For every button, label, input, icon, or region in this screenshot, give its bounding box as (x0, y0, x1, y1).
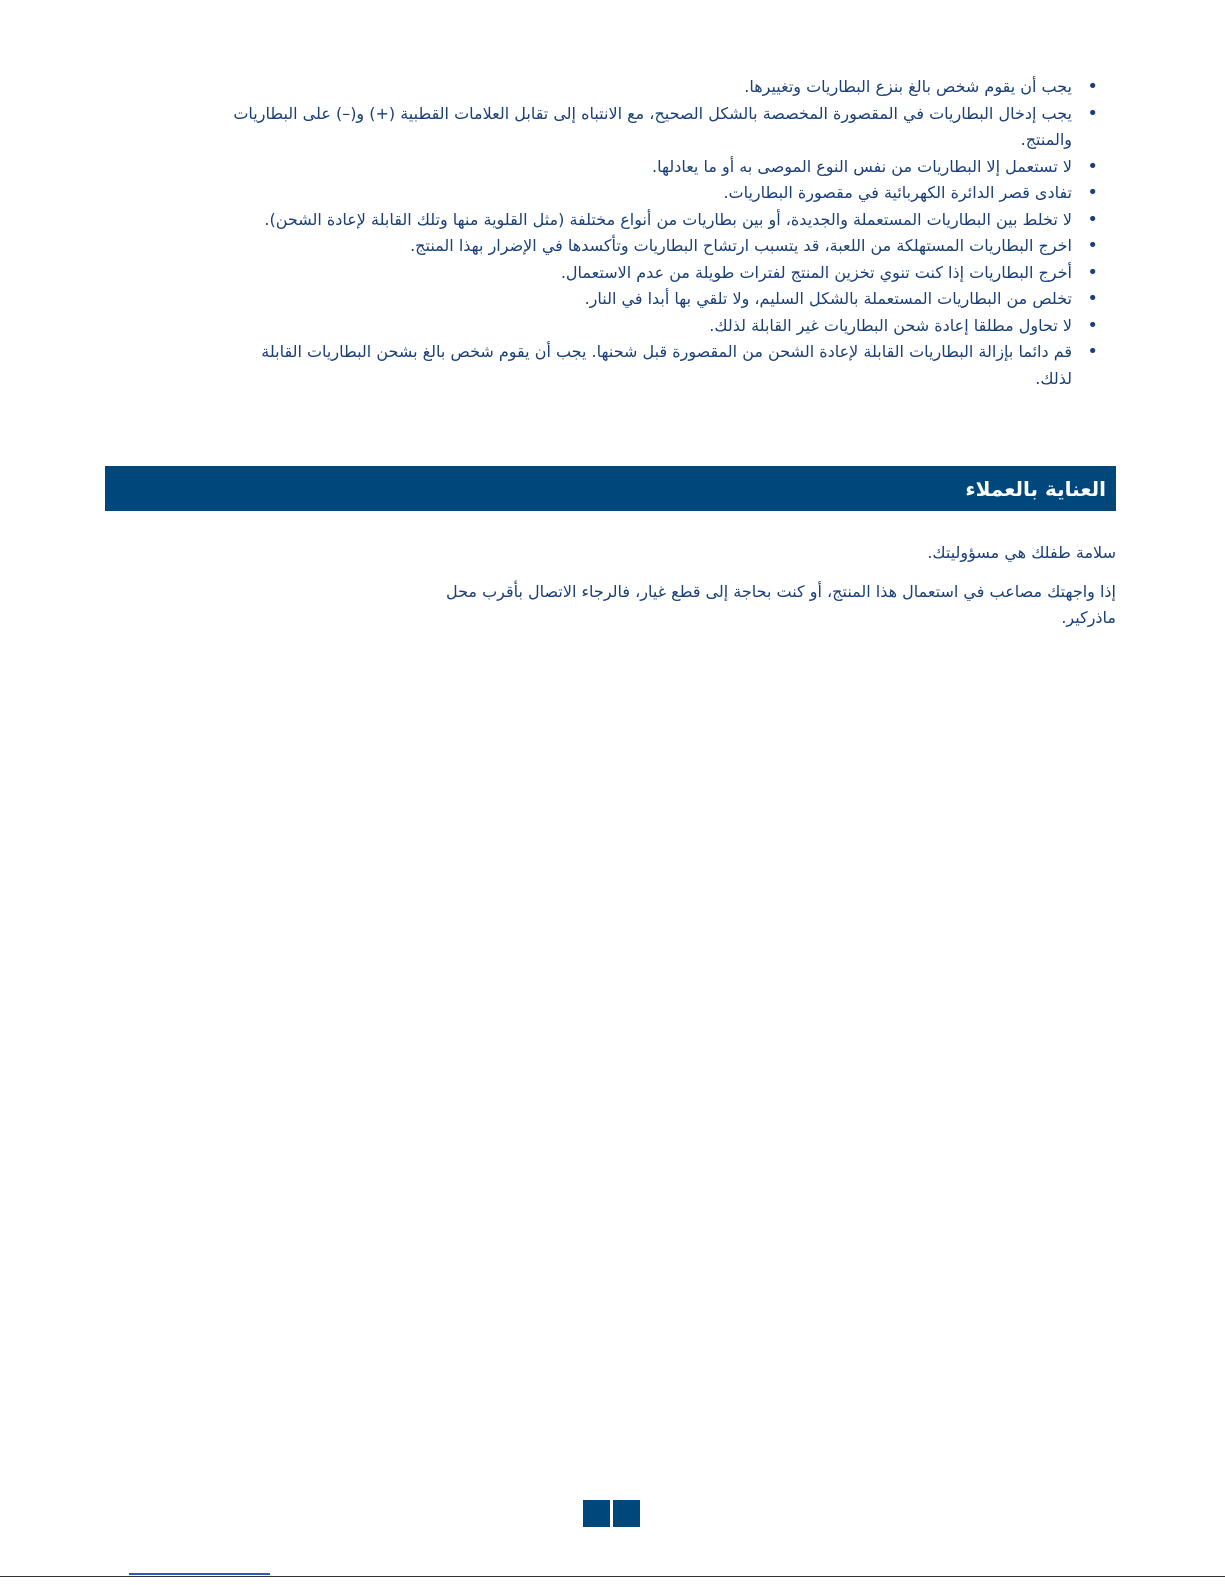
list-item (222, 74, 1102, 101)
list-item (222, 233, 1102, 260)
list-item (222, 260, 1102, 287)
customer-care-header (105, 466, 1116, 511)
page-number-box (583, 1500, 610, 1527)
bullet-icon: • (1087, 261, 1098, 283)
list-item (222, 101, 1102, 154)
list-item (222, 207, 1102, 234)
bullet-icon: • (1087, 235, 1098, 256)
bullet-icon: • (1087, 102, 1098, 124)
list-item (222, 154, 1102, 181)
list-item-text: قم دائما بإزالة البطاريات القابلة لإعادة الشحن من المقصورة قبل شحنها. يجب أن يقوم شخص بالغ بشحن البطاريات القابلة لذلك. (261, 342, 1072, 388)
list-item (222, 180, 1102, 207)
bullet-icon: • (1087, 208, 1098, 230)
list-item-text: لا تحاول مطلقا إعادة شحن البطاريات غير القابلة لذلك. (709, 315, 1072, 335)
list-item (222, 313, 1102, 340)
bullet-icon: • (1087, 288, 1098, 309)
bullet-icon: • (1087, 314, 1098, 336)
list-item-text: لا تخلط بين البطاريات المستعملة والجديدة، أو بين بطاريات من أنواع مختلفة (مثل القلوية منها وتلك القابلة لإعادة الشحن). (264, 209, 1072, 229)
page-number-box (613, 1500, 640, 1527)
section-title: العناية بالعملاء (965, 476, 1106, 501)
care-paragraph: سلامة طفلك هي مسؤوليتك. (927, 543, 1116, 562)
bullet-icon: • (1087, 155, 1098, 177)
list-item-text: اخرج البطاريات المستهلكة من اللعبة، قد يتسبب ارتشاح البطاريات وتأكسدها في الإضرار بهذا المنتج. (410, 236, 1072, 255)
list-item-text: يجب أن يقوم شخص بالغ بنزع البطاريات وتغييرها. (744, 77, 1072, 96)
list-item-text: لا تستعمل إلا البطاريات من نفس النوع الموصى به أو ما يعادلها. (652, 156, 1072, 176)
list-item-text: يجب إدخال البطاريات في المقصورة المخصصة بالشكل الصحيح، مع الانتباه إلى تقابل العلامات القطبية (+) و(–) على البطاريات والمنتج. (233, 103, 1072, 149)
list-item-text: أخرج البطاريات إذا كنت تنوي تخزين المنتج لفترات طويلة من عدم الاستعمال. (560, 262, 1072, 282)
battery-warnings-list (222, 74, 1102, 392)
bullet-icon: • (1087, 76, 1098, 97)
list-item-text: تخلص من البطاريات المستعملة بالشكل السليم، ولا تلقي بها أبدا في النار. (584, 289, 1072, 308)
care-paragraph: إذا واجهتك مصاعب في استعمال هذا المنتج، أو كنت بحاجة إلى قطع غيار، فالرجاء الاتصال بأقرب محل ماذركير. (445, 582, 1116, 627)
customer-care-body (396, 540, 1116, 644)
footer-link-underline (129, 1573, 270, 1575)
bullet-icon: • (1087, 182, 1098, 203)
list-item-text: تفادى قصر الدائرة الكهربائية في مقصورة البطاريات. (723, 183, 1072, 202)
list-item (222, 339, 1102, 392)
page-number-marker (583, 1500, 640, 1527)
bullet-icon: • (1087, 341, 1098, 362)
list-item (222, 286, 1102, 313)
footer-divider (0, 1576, 1225, 1577)
